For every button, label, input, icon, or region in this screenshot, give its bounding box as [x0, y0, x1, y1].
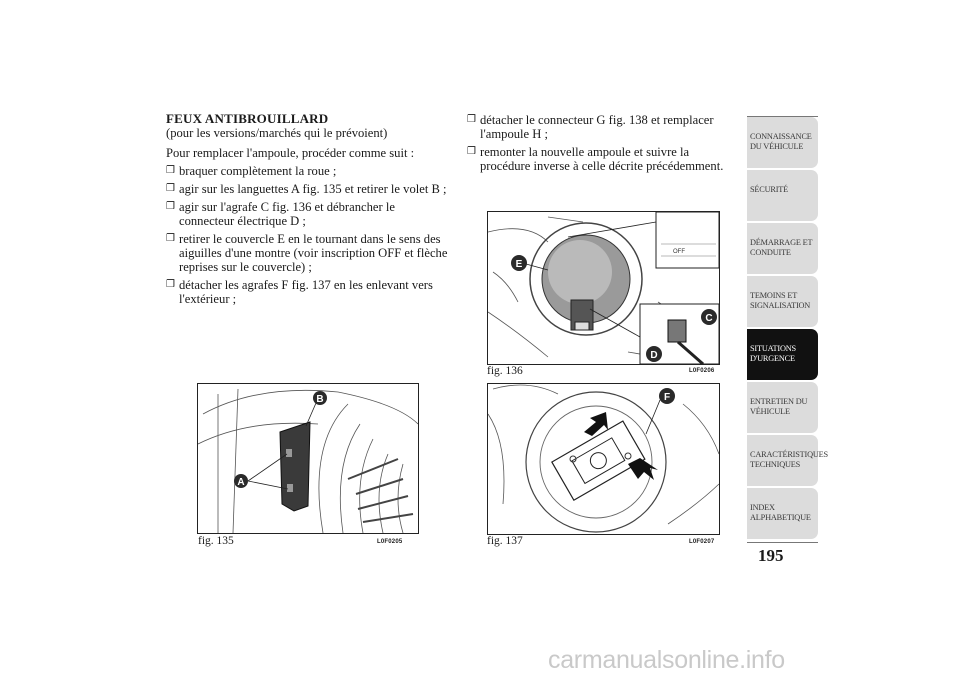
checkbox-bullet-icon: ❒	[166, 201, 175, 212]
step-item: ❒ agir sur les languettes A fig. 135 et retirer le volet B ;	[166, 182, 447, 196]
fig137-illustration	[488, 384, 719, 534]
off-marking: OFF	[673, 249, 685, 255]
figure-caption: fig. 137	[487, 535, 523, 547]
fig135-illustration	[198, 384, 418, 533]
watermark: carmanualsonline.info	[548, 646, 785, 674]
section-subheading: (pour les versions/marchés qui le prévoient)	[166, 126, 388, 140]
svg-text:D: D	[650, 350, 658, 361]
checkbox-bullet-icon: ❒	[166, 183, 175, 194]
intro-text: Pour remplacer l'ampoule, procéder comme suit :	[166, 146, 415, 160]
tab-entretien-du-vehicule[interactable]: ENTRETIEN DU VÉHICULE	[747, 382, 818, 433]
svg-text:B: B	[316, 394, 324, 405]
figure-caption: fig. 136	[487, 365, 523, 377]
tab-demarrage-et-conduite[interactable]: DÉMARRAGE ET CONDUITE	[747, 223, 818, 274]
figure-code: L0F0207	[689, 539, 715, 545]
step-item: ❒ remonter la nouvelle ampoule et suivre la procédure inverse à celle décrite précédemment.	[467, 145, 724, 173]
svg-text:C: C	[705, 313, 713, 324]
figure-code: L0F0206	[689, 368, 715, 374]
checkbox-bullet-icon: ❒	[467, 146, 476, 157]
checkbox-bullet-icon: ❒	[166, 233, 175, 244]
tab-connaissance-du-vehicule[interactable]: CONNAISSANCE DU VÉHICULE	[747, 117, 818, 168]
right-text-column	[467, 113, 727, 173]
step-item: ❒ braquer complètement la roue ;	[166, 164, 337, 178]
tab-temoins-et-signalisation[interactable]: TEMOINS ET SIGNALISATION	[747, 276, 818, 327]
page-number: 195	[758, 546, 784, 565]
checkbox-bullet-icon: ❒	[467, 114, 476, 125]
step-item: ❒ détacher le connecteur G fig. 138 et remplacer l'ampoule H ;	[467, 113, 714, 141]
figure-code: L0F0205	[377, 539, 403, 545]
tab-situations-durgence[interactable]: SITUATIONS D'URGENCE	[747, 329, 818, 380]
svg-text:E: E	[515, 259, 523, 270]
step-item: ❒ agir sur l'agrafe C fig. 136 et débrancher le connecteur électrique D ;	[166, 200, 395, 228]
tab-securite[interactable]: SÉCURITÉ	[747, 170, 818, 221]
chapter-tabs	[747, 117, 828, 541]
tab-rule	[747, 542, 818, 543]
figure-136	[487, 211, 720, 365]
left-text-column	[166, 112, 451, 306]
figure-135	[197, 383, 419, 534]
fig136-illustration	[488, 212, 719, 364]
section-heading: FEUX ANTIBROUILLARD	[166, 111, 329, 126]
step-item: ❒ retirer le couvercle E en le tournant dans le sens des aiguilles d'une montre (voir inscription OFF et flèche reprises sur le couvercle) ;	[166, 232, 448, 274]
checkbox-bullet-icon: ❒	[166, 279, 175, 290]
tab-index-alphabetique[interactable]: INDEX ALPHABETIQUE	[747, 488, 818, 539]
svg-text:F: F	[663, 392, 671, 403]
figure-137	[487, 383, 720, 535]
figure-caption: fig. 135	[198, 535, 234, 547]
tab-caracteristiques-techniques[interactable]: CARACTÉRISTIQUES TECHNIQUES	[747, 435, 818, 486]
svg-text:A: A	[237, 477, 245, 488]
checkbox-bullet-icon: ❒	[166, 165, 175, 176]
step-item: ❒ détacher les agrafes F fig. 137 en les enlevant vers l'extérieur ;	[166, 278, 433, 306]
